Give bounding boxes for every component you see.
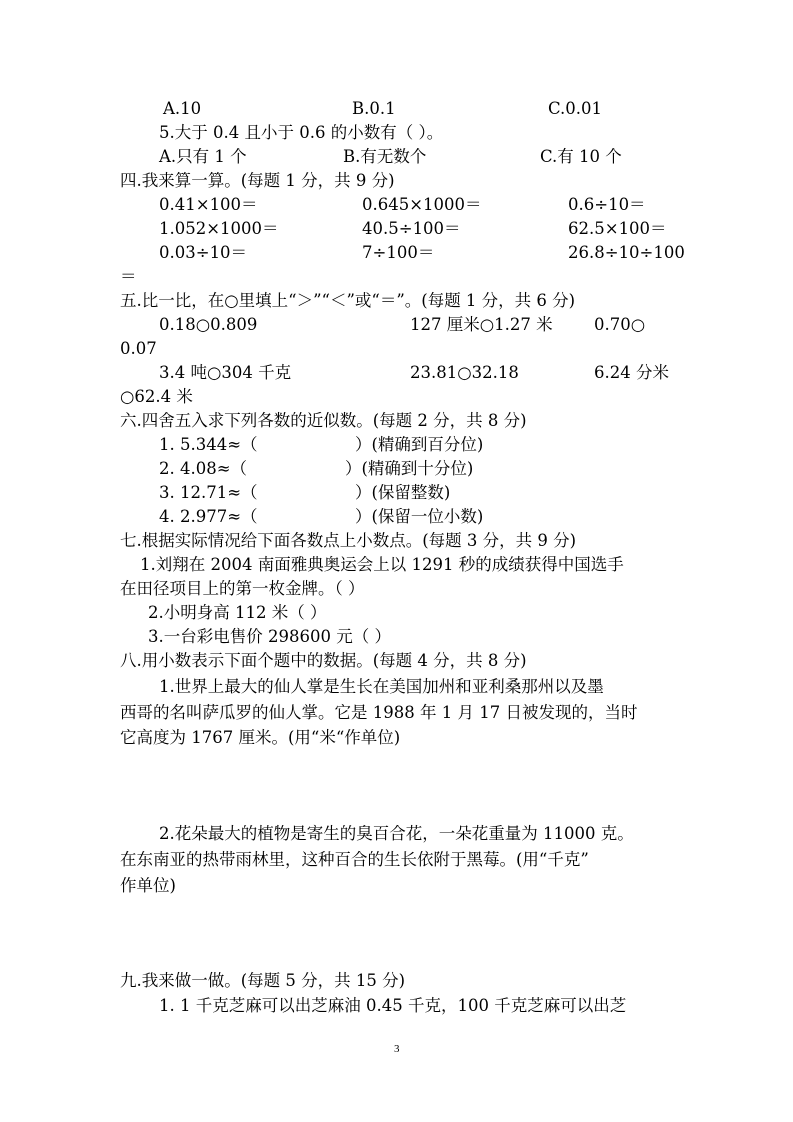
compare-item-wrap: 0.07 bbox=[120, 339, 157, 358]
section7-title: 七.根据实际情况给下面各数点上小数点。(每题 3 分，共 9 分) bbox=[120, 531, 577, 550]
compare-item: 23.81○32.18 bbox=[410, 363, 519, 382]
q3-option-a: A.10 bbox=[163, 99, 202, 118]
calc-item: 7÷100＝ bbox=[362, 243, 435, 262]
calc-item: 0.6÷10＝ bbox=[568, 195, 646, 214]
decimal-point-item: 1.刘翔在 2004 南面雅典奥运会上以 1291 秒的成绩获得中国选手 bbox=[140, 555, 624, 574]
calc-item: 0.645×1000＝ bbox=[362, 195, 482, 214]
calc-item-wrap: ＝ bbox=[120, 267, 137, 286]
section8-title: 八.用小数表示下面个题中的数据。(每题 4 分，共 8 分) bbox=[120, 651, 527, 670]
q5-option-c: C.有 10 个 bbox=[540, 147, 622, 166]
calc-item: 62.5×100＝ bbox=[568, 219, 667, 238]
calc-item: 40.5÷100＝ bbox=[362, 219, 461, 238]
page-number: 3 bbox=[394, 1043, 400, 1055]
approx-question: 1. 5.344≈（ bbox=[159, 435, 258, 454]
q5-option-b: B.有无数个 bbox=[343, 147, 427, 166]
calc-item: 0.03÷10＝ bbox=[159, 243, 248, 262]
calc-item: 26.8÷10÷100 bbox=[568, 243, 685, 262]
compare-item: 6.24 分米 bbox=[594, 363, 669, 382]
word-problem-line: 它高度为 1767 厘米。(用“米“作单位) bbox=[120, 728, 401, 747]
word-problem-line: 在东南亚的热带雨林里，这种百合的生长依附于黑莓。(用“千克” bbox=[120, 850, 589, 869]
section5-title: 五.比一比，在○里填上“＞”“＜”或“＝”。(每题 1 分，共 6 分) bbox=[120, 291, 576, 310]
compare-item: 0.70○ bbox=[594, 315, 646, 334]
word-problem-line: 作单位) bbox=[120, 876, 176, 895]
approx-question: 4. 2.977≈（ bbox=[159, 507, 258, 526]
compare-item: 3.4 吨○304 千克 bbox=[159, 363, 292, 382]
word-problem-line: 1.世界上最大的仙人掌是生长在美国加州和亚利桑那州以及墨 bbox=[159, 677, 604, 696]
compare-item: 127 厘米○1.27 米 bbox=[410, 315, 553, 334]
decimal-point-item: 在田径项目上的第一枚金牌。（ ） bbox=[120, 579, 365, 598]
section9-title: 九.我来做一做。(每题 5 分，共 15 分) bbox=[120, 971, 406, 990]
q3-option-c: C.0.01 bbox=[548, 99, 603, 118]
word-problem-line: 2.花朵最大的植物是寄生的臭百合花，一朵花重量为 11000 克。 bbox=[159, 824, 634, 843]
compare-item-wrap: ○62.4 米 bbox=[120, 387, 193, 406]
approx-note: ）(保留一位小数) bbox=[355, 507, 484, 526]
calc-item: 1.052×1000＝ bbox=[159, 219, 279, 238]
approx-question: 2. 4.08≈（ bbox=[159, 459, 248, 478]
word-problem-line: 1. 1 千克芝麻可以出芝麻油 0.45 千克，100 千克芝麻可以出芝 bbox=[159, 996, 627, 1015]
q3-option-b: B.0.1 bbox=[352, 99, 396, 118]
approx-note: ）(精确到十分位) bbox=[345, 459, 474, 478]
section4-title: 四.我来算一算。(每题 1 分，共 9 分) bbox=[120, 171, 395, 190]
approx-note: ）(保留整数) bbox=[355, 483, 451, 502]
approx-note: ）(精确到百分位) bbox=[355, 435, 484, 454]
q5-stem: 5.大于 0.4 且小于 0.6 的小数有（ ）。 bbox=[159, 123, 444, 142]
q5-option-a: A.只有 1 个 bbox=[159, 147, 247, 166]
section6-title: 六.四舍五入求下列各数的近似数。(每题 2 分，共 8 分) bbox=[120, 411, 527, 430]
word-problem-line: 西哥的名叫萨瓜罗的仙人掌。它是 1988 年 1 月 17 日被发现的，当时 bbox=[120, 703, 638, 722]
approx-question: 3. 12.71≈（ bbox=[159, 483, 258, 502]
decimal-point-item: 2.小明身高 112 米（ ） bbox=[148, 603, 327, 622]
compare-item: 0.18○0.809 bbox=[159, 315, 258, 334]
calc-item: 0.41×100＝ bbox=[159, 195, 258, 214]
decimal-point-item: 3.一台彩电售价 298600 元（ ） bbox=[148, 627, 391, 646]
